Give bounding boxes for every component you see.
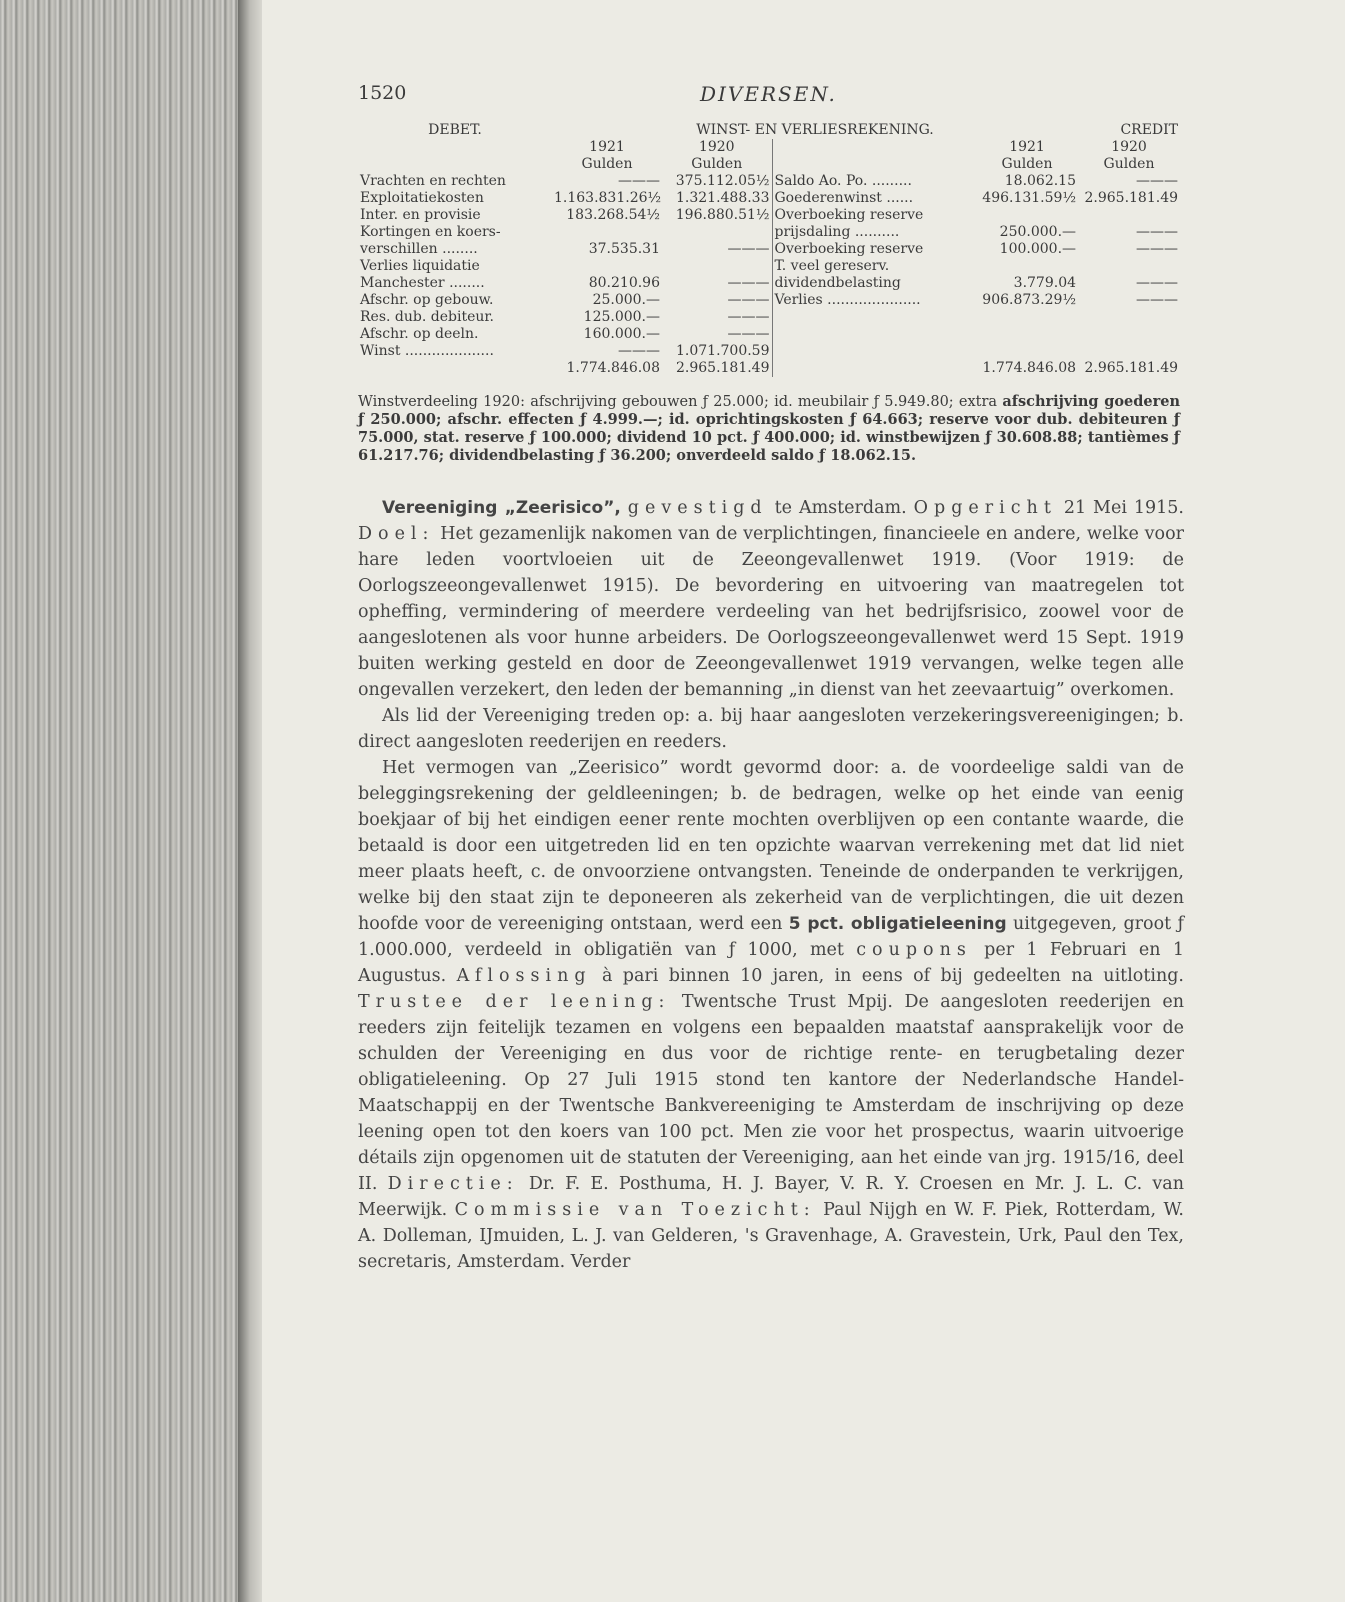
credit-amount-1921: 250.000.— xyxy=(999,224,1077,240)
credit-amount-1920: ——— xyxy=(1136,224,1179,240)
credit-amount-1921: 3.779.04 xyxy=(1013,275,1077,291)
paragraph-3 xyxy=(358,755,1184,1275)
debit-amount-1920 xyxy=(662,258,772,275)
ledger-row xyxy=(358,173,1180,190)
running-head: DIVERSEN. xyxy=(700,82,837,106)
credit-amount-1921 xyxy=(976,309,1078,326)
ledger-row xyxy=(358,207,1180,224)
text-run: Paul Nijgh en W. F. Piek, Rotterdam, W. A. Dolleman, IJmuiden, L. J. van Gelderen, 's Gravenhage, A. Gravestein, Urk, Paul den Tex, secretaris, Amsterdam. Verder xyxy=(358,1200,1184,1272)
credit-amount-1920: ——— xyxy=(1136,173,1179,189)
credit-amount-1920: 2.965.181.49 xyxy=(1084,190,1179,206)
profit-distribution-note xyxy=(358,393,1180,465)
text-run: Het gezamenlijk nakomen van de verplichtingen, financieele en andere, welke voor hare leden voortvloeien uit de Zeeongevallenwet 1919. (Voor 1919: de Oorlogszeeongevallenwet 1915). De bevordering en uitvoering van maatregelen tot opheffing, vermindering of meerdere verdeeling van het bedrijfsrisico, zoowel voor de aangeslotenen als voor hunne arbeiders. De Oorlogszeeongevallenwet werd 15 Sept. 1919 buiten werking gesteld en door de Zeeongevallenwet 1919 vervangen, welke tegen alle ongevallen verzekert, den leden der bemanning „in dienst van het zeevaartuig” overkomen. xyxy=(358,524,1184,700)
debit-amount-1921 xyxy=(552,224,662,241)
ledger-unit-row xyxy=(358,156,1180,173)
spaced-doel: Doel: xyxy=(358,524,435,544)
ledger-row xyxy=(358,258,1180,275)
credit-account-label: Saldo Ao. Po. ......... xyxy=(772,173,976,190)
text-run: Het vermogen van „Zeerisico” wordt gevormd door: a. de voordeelige saldi van de beleggingsrekening der geldleeningen; b. de bedragen, welke op het einde van eenig boekjaar of bij het eindigen eener rente mochten overblijven op een contante waarde, die betaald is door een uitgetreden lid en ten opzichte waarvan verrekening met dat lid niet meer plaats heeft, c. de onvoorziene ontvangsten. Teneinde de onderpanden te verkrijgen, welke bij den staat zijn te deponeeren als zekerheid van de verplichtingen, die uit dezen hoofde voor de vereeniging ontstaan, werd een xyxy=(358,758,1184,934)
debit-amount-1921: 37.535.31 xyxy=(588,241,660,257)
text-run: per 1 Februari en 1 Augustus. xyxy=(358,940,1184,986)
ledger-row xyxy=(358,326,1180,343)
debit-unit: Gulden xyxy=(581,156,633,172)
debit-account-label: Afschr. op gebouw. xyxy=(360,292,494,308)
credit-amount-1920 xyxy=(1078,326,1180,343)
credit-account-label: Overboeking reserve xyxy=(772,207,976,224)
debit-year-1920: 1920 xyxy=(698,139,735,155)
org-name: Vereeniging „Zeerisico”, xyxy=(382,498,621,518)
credit-amount-1921: 100.000.— xyxy=(999,241,1077,257)
ledger-row xyxy=(358,190,1180,207)
debit-amount-1921: 160.000.— xyxy=(583,326,660,342)
debit-account-label: Verlies liquidatie xyxy=(360,258,480,274)
credit-account-label: Overboeking reserve xyxy=(772,241,976,258)
spaced-aflossing: Aflossing xyxy=(456,966,592,986)
credit-unit: Gulden xyxy=(1001,156,1053,172)
credit-amount-1920: ——— xyxy=(1136,275,1179,291)
credit-amount-1920 xyxy=(1078,258,1180,275)
debit-amount-1921: 80.210.96 xyxy=(588,275,660,291)
credit-account-label: dividendbelasting xyxy=(772,275,976,292)
credit-total-1920: 2.965.181.49 xyxy=(1084,360,1179,376)
credit-amount-1920 xyxy=(1078,309,1180,326)
page xyxy=(262,0,1345,1602)
credit-year-1920: 1920 xyxy=(1111,139,1147,155)
debit-account-label: Inter. en provisie xyxy=(360,207,481,223)
debit-amount-1920: 196.880.51½ xyxy=(675,207,770,223)
credit-label: CREDIT xyxy=(1120,122,1179,138)
debit-amount-1921: ——— xyxy=(618,173,660,189)
credit-amount-1921 xyxy=(976,326,1078,343)
book-spine-pages xyxy=(0,0,258,1602)
credit-account-label xyxy=(772,326,976,343)
debit-amount-1920: ——— xyxy=(727,326,770,342)
paragraph-1 xyxy=(358,495,1184,703)
text-run: Twentsche Trust Mpij. De aangesloten reederijen en reeders zijn feitelijk tezamen en volgens een bepaalden maatstaf aansprakelijk voor de schulden der Vereeniging en dus voor de richtige rente- en terugbetaling dezer obligatieleening. Op 27 Juli 1915 stond ten kantore der Nederlandsche Handel-Maatschappij en der Twentsche Bankvereeniging te Amsterdam de inschrijving op deze leening open tot den koers van 100 pct. Men zie voor het prospectus, waarin uitvoerige détails zijn opgenomen uit de statuten der Vereeniging, aan het einde van jrg. 1915/16, deel II. xyxy=(358,992,1184,1194)
spaced-directie: Directie: xyxy=(387,1174,519,1194)
debit-account-label: Vrachten en rechten xyxy=(360,173,506,189)
ledger-row xyxy=(358,275,1180,292)
credit-account-label: prijsdaling .......... xyxy=(772,224,976,241)
profit-loss-account xyxy=(358,122,1180,377)
spaced-trustee: Trustee der leening: xyxy=(358,992,671,1012)
ledger-year-row xyxy=(358,139,1180,156)
credit-amount-1921 xyxy=(976,343,1078,360)
debit-amount-1921 xyxy=(552,258,662,275)
credit-total-1921: 1.774.846.08 xyxy=(982,360,1077,376)
ledger-row xyxy=(358,224,1180,241)
debit-amount-1920: ——— xyxy=(727,309,770,325)
ledger-title-row xyxy=(358,122,1180,139)
debit-amount-1921: 25.000.— xyxy=(592,292,660,308)
note-part-1: Winstverdeeling 1920: afschrijving gebouwen ƒ 25.000; id. meubilair ƒ 5.949.80; extra xyxy=(358,394,998,410)
credit-amount-1921: 18.062.15 xyxy=(1004,173,1077,189)
debit-account-label: Exploitatiekosten xyxy=(360,190,484,206)
debit-total-1920: 2.965.181.49 xyxy=(675,360,770,376)
credit-amount-1921 xyxy=(976,207,1078,224)
page-number: 1520 xyxy=(358,82,407,104)
debit-unit: Gulden xyxy=(691,156,743,172)
paragraph-2: Als lid der Vereeniging treden op: a. bij haar aangesloten verzekeringsvereenigingen; b. direct aangesloten reederijen en reeders. xyxy=(358,706,1184,752)
credit-amount-1920: ——— xyxy=(1136,241,1179,257)
debit-amount-1920: 375.112.05½ xyxy=(675,173,770,189)
credit-unit: Gulden xyxy=(1103,156,1155,172)
debit-account-label: Res. dub. debiteur. xyxy=(360,309,494,325)
debit-total-1921: 1.774.846.08 xyxy=(566,360,660,376)
text-run: uitgegeven, groot ƒ 1.000.000, verdeeld in obligatiën van ƒ 1000, met xyxy=(358,914,1184,960)
debit-amount-1921: 125.000.— xyxy=(583,309,660,325)
debit-amount-1921: ——— xyxy=(618,343,660,359)
ledger-row xyxy=(358,292,1180,309)
spaced-commissie: Commissie van Toezicht: xyxy=(454,1200,816,1220)
credit-account-label xyxy=(772,309,976,326)
debit-amount-1920 xyxy=(662,224,772,241)
page-content xyxy=(358,82,1345,1275)
text-run: te Amsterdam. xyxy=(767,498,914,518)
credit-account-label xyxy=(772,343,976,360)
credit-account-label: T. veel gereserv. xyxy=(772,258,976,275)
credit-amount-1920 xyxy=(1078,207,1180,224)
debit-account-label: Kortingen en koers- xyxy=(360,224,501,240)
ledger-row xyxy=(358,343,1180,360)
credit-amount-1921 xyxy=(976,258,1078,275)
debet-label: DEBET. xyxy=(428,122,482,138)
spaced-gevestigd: gevestigd xyxy=(627,498,768,518)
credit-amount-1920 xyxy=(1078,343,1180,360)
debit-account-label: Afschr. op deeln. xyxy=(360,326,479,342)
ledger-row xyxy=(358,309,1180,326)
debit-account-label: Winst .................... xyxy=(360,343,494,359)
debit-amount-1920: 1.071.700.59 xyxy=(675,343,770,359)
text-run: 21 Mei 1915. xyxy=(1056,498,1184,518)
text-run xyxy=(621,498,628,518)
debit-account-label: Manchester ........ xyxy=(360,275,485,291)
debit-account-label: verschillen ........ xyxy=(360,241,478,257)
text-run: à pari binnen 10 jaren, in eens of bij gedeelten na uitloting. xyxy=(591,966,1184,986)
page-header xyxy=(358,82,1345,122)
debit-amount-1920: ——— xyxy=(727,275,770,291)
debit-amount-1921: 183.268.54½ xyxy=(566,207,660,223)
credit-amount-1921: 496.131.59½ xyxy=(982,190,1077,206)
ledger-totals-row xyxy=(358,360,1180,377)
spaced-opgericht: Opgericht xyxy=(913,498,1057,518)
debit-amount-1921: 1.163.831.26½ xyxy=(554,190,662,206)
article-body xyxy=(358,495,1184,1275)
debit-year-1921: 1921 xyxy=(589,139,625,155)
credit-account-label: Verlies ..................... xyxy=(772,292,976,309)
ledger-rows xyxy=(358,173,1180,360)
credit-account-label: Goederenwinst ...... xyxy=(772,190,976,207)
note-part-2: afschrijving goederen ƒ 250.000; afschr. effecten ƒ 4.999.—; id. oprichtingskosten ƒ 64.663; reserve voor dub. debiteuren ƒ 75.000, stat. reserve ƒ 100.000; dividend 10 pct. ƒ 400.000; id. winstbewijzen ƒ 30.608.88; tantièmes ƒ 61.217.76; dividendbelasting ƒ 36.200; onverdeeld saldo ƒ 18.062.15. xyxy=(358,393,1181,464)
ledger-row xyxy=(358,241,1180,258)
credit-amount-1921: 906.873.29½ xyxy=(982,292,1077,308)
credit-year-1921: 1921 xyxy=(1009,139,1045,155)
text-run: Dr. F. E. Posthuma, H. J. Bayer, V. R. Y. Croesen en Mr. J. L. C. van Meerwijk. xyxy=(358,1174,1185,1220)
credit-amount-1920: ——— xyxy=(1136,292,1179,308)
debit-amount-1920: ——— xyxy=(727,241,770,257)
debit-amount-1920: 1.321.488.33 xyxy=(675,190,770,206)
debit-amount-1920: ——— xyxy=(727,292,770,308)
spaced-coupons: coupons xyxy=(856,940,972,960)
loan-name: 5 pct. obligatieleening xyxy=(788,914,1007,934)
ledger-title: WINST- EN VERLIESREKENING. xyxy=(696,122,934,138)
